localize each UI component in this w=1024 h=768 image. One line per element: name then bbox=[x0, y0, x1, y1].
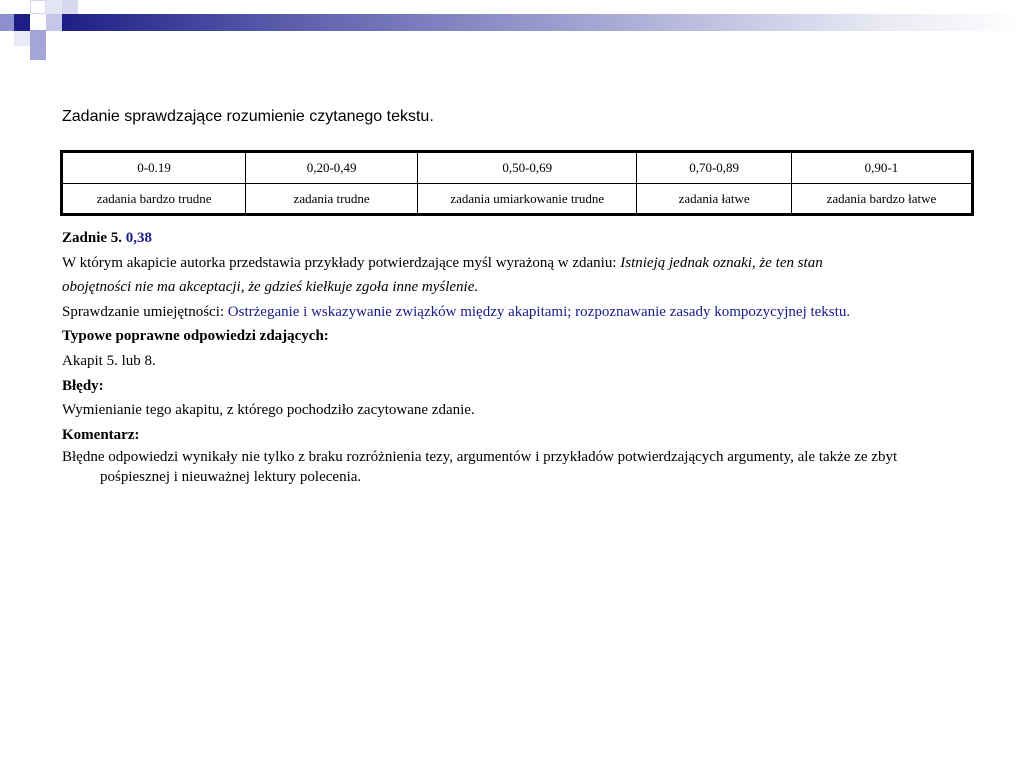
task-heading-line bbox=[62, 226, 962, 251]
decor-square bbox=[14, 14, 30, 31]
task-score: 0,38 bbox=[125, 230, 153, 246]
table-row bbox=[62, 184, 973, 215]
table-cell-label: zadania bardzo trudne bbox=[62, 184, 246, 215]
table-cell-label: zadania łatwe bbox=[637, 184, 791, 215]
task-question-line bbox=[62, 251, 962, 276]
task-skill-line bbox=[62, 300, 962, 325]
table-cell-range: 0,50-0,69 bbox=[418, 152, 637, 184]
table-row bbox=[62, 152, 973, 184]
task-quote-line bbox=[62, 275, 962, 300]
decor-square bbox=[46, 14, 62, 31]
comment-text: Błędne odpowiedzi wynikały nie tylko z braku rozróżnienia tezy, argumentów i przykładów potwierdzających argumenty, ale także ze zbyt pośpiesznej i nieuważnej lektury polecenia. bbox=[62, 449, 898, 486]
header-gradient-bar bbox=[62, 14, 1024, 31]
difficulty-table bbox=[60, 150, 974, 216]
table-cell-range: 0-0.19 bbox=[62, 152, 246, 184]
table-cell-label: zadania umiarkowanie trudne bbox=[418, 184, 637, 215]
task-quote-part1: Istnieją jednak oznaki, że ten stan bbox=[620, 254, 823, 271]
answers-heading: Typowe poprawne odpowiedzi zdających: bbox=[62, 328, 329, 345]
task-skill-value: Ostrżeganie i wskazywanie związków między akapitami; rozpoznawanie zasady kompozycyjnej tekstu. bbox=[227, 303, 851, 320]
decor-square bbox=[30, 0, 46, 14]
task-heading: Zadnie 5. bbox=[62, 230, 123, 246]
table-cell-label: zadania trudne bbox=[246, 184, 418, 215]
table-cell-label: zadania bardzo łatwe bbox=[791, 184, 972, 215]
decor-square bbox=[30, 46, 46, 60]
task-body bbox=[62, 226, 962, 487]
decor-square bbox=[62, 0, 78, 14]
answers-text: Akapit 5. lub 8. bbox=[62, 352, 156, 369]
comment-heading: Komentarz: bbox=[62, 426, 140, 443]
slide-title: Zadanie sprawdzające rozumienie czytanego tekstu. bbox=[62, 108, 434, 125]
errors-text: Wymienianie tego akapitu, z którego pochodziło zacytowane zdanie. bbox=[62, 402, 475, 419]
task-quote-part2: obojętności nie ma akceptacji, że gdzieś kiełkuje zgoła inne myślenie. bbox=[62, 279, 479, 296]
decor-square bbox=[14, 31, 30, 46]
table-cell-range: 0,20-0,49 bbox=[246, 152, 418, 184]
task-skill-label: Sprawdzanie umiejętności: bbox=[62, 303, 228, 320]
decor-square bbox=[30, 30, 46, 46]
task-question: W którym akapicie autorka przedstawia przykłady potwierdzające myśl wyrażoną w zdaniu: bbox=[62, 254, 621, 271]
table-cell-range: 0,70-0,89 bbox=[637, 152, 791, 184]
decor-square bbox=[46, 0, 62, 14]
errors-heading: Błędy: bbox=[62, 377, 104, 394]
table-cell-range: 0,90-1 bbox=[791, 152, 972, 184]
decor-square bbox=[0, 14, 14, 31]
